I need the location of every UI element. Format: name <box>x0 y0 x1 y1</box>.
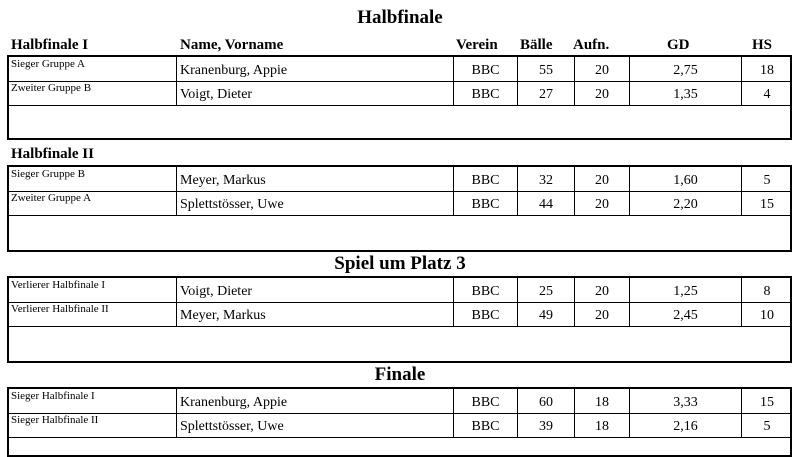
cell-aufn: 20 <box>575 302 630 326</box>
section-table-halbfinale-1 <box>7 55 792 140</box>
cell-verein: BBC <box>454 413 518 437</box>
cell-aufn: 18 <box>575 413 630 437</box>
section-heading-platz-3: Spiel um Platz 3 <box>334 253 466 274</box>
table-row <box>9 413 790 437</box>
cell-hs: 4 <box>763 87 771 102</box>
cell-name: Voigt, Dieter <box>177 278 454 302</box>
page-title: Halbfinale <box>357 7 443 28</box>
cell-gd: 2,45 <box>630 302 742 326</box>
cell-label: Sieger Halbfinale I <box>9 389 177 413</box>
cell-label: Verlierer Halbfinale I <box>9 278 177 302</box>
cell-hs: 8 <box>763 284 771 299</box>
cell-baelle: 32 <box>518 167 575 191</box>
cell-hs: 15 <box>760 395 774 410</box>
cell-verein: BBC <box>454 191 518 215</box>
cell-aufn: 20 <box>575 278 630 302</box>
section-table-finale <box>7 387 792 457</box>
cell-name: Voigt, Dieter <box>177 81 454 105</box>
table-row <box>9 302 790 326</box>
cell-name: Meyer, Markus <box>177 167 454 191</box>
table-row <box>9 81 790 105</box>
cell-gd: 1,25 <box>630 278 742 302</box>
cell-gd: 3,33 <box>630 389 742 413</box>
cell-baelle: 39 <box>518 413 575 437</box>
cell-gd: 1,35 <box>630 81 742 105</box>
cell-name: Meyer, Markus <box>177 302 454 326</box>
cell-label: Sieger Halbfinale II <box>9 413 177 437</box>
cell-hs: 5 <box>763 419 771 434</box>
table-row <box>9 167 790 192</box>
cell-verein: BBC <box>454 57 518 81</box>
cell-label: Zweiter Gruppe B <box>9 81 177 105</box>
header-baelle: Bälle <box>520 37 553 53</box>
row-divider <box>9 215 790 216</box>
cell-verein: BBC <box>454 278 518 302</box>
cell-verein: BBC <box>454 167 518 191</box>
section-heading-finale: Finale <box>374 364 426 385</box>
cell-label: Zweiter Gruppe A <box>9 191 177 215</box>
header-hs: HS <box>752 37 773 53</box>
cell-name: Kranenburg, Appie <box>177 389 454 413</box>
cell-aufn: 20 <box>575 57 630 81</box>
row-divider <box>9 105 790 106</box>
table-row <box>9 278 790 303</box>
cell-baelle: 49 <box>518 302 575 326</box>
table-row <box>9 389 790 414</box>
cell-name: Kranenburg, Appie <box>177 57 454 81</box>
cell-gd: 2,75 <box>630 57 742 81</box>
cell-verein: BBC <box>454 81 518 105</box>
cell-gd: 2,16 <box>630 413 742 437</box>
header-verein: Verein <box>456 37 498 53</box>
cell-label: Sieger Gruppe A <box>9 57 177 81</box>
cell-verein: BBC <box>454 389 518 413</box>
cell-name: Splettstösser, Uwe <box>177 413 454 437</box>
cell-gd: 2,20 <box>630 191 742 215</box>
cell-label: Verlierer Halbfinale II <box>9 302 177 326</box>
cell-hs: 5 <box>763 173 771 188</box>
cell-aufn: 20 <box>575 191 630 215</box>
cell-baelle: 55 <box>518 57 575 81</box>
cell-aufn: 20 <box>575 81 630 105</box>
cell-gd: 1,60 <box>630 167 742 191</box>
cell-aufn: 18 <box>575 389 630 413</box>
cell-baelle: 25 <box>518 278 575 302</box>
header-name: Name, Vorname <box>180 37 284 53</box>
row-divider <box>9 326 790 327</box>
section-table-halbfinale-2 <box>7 165 792 252</box>
cell-hs: 10 <box>760 308 774 323</box>
table-row <box>9 191 790 215</box>
cell-name: Splettstösser, Uwe <box>177 191 454 215</box>
cell-hs: 15 <box>760 197 774 212</box>
cell-verein: BBC <box>454 302 518 326</box>
section-heading-halbfinale-2: Halbfinale II <box>11 146 94 162</box>
row-divider <box>9 437 790 438</box>
cell-hs: 18 <box>760 63 774 78</box>
cell-baelle: 27 <box>518 81 575 105</box>
header-gd: GD <box>667 37 690 53</box>
section-table-platz-3 <box>7 276 792 363</box>
cell-baelle: 60 <box>518 389 575 413</box>
header-group: Halbfinale I <box>11 37 89 53</box>
table-row <box>9 57 790 82</box>
cell-label: Sieger Gruppe B <box>9 167 177 191</box>
cell-aufn: 20 <box>575 167 630 191</box>
header-aufn: Aufn. <box>573 37 610 53</box>
cell-baelle: 44 <box>518 191 575 215</box>
